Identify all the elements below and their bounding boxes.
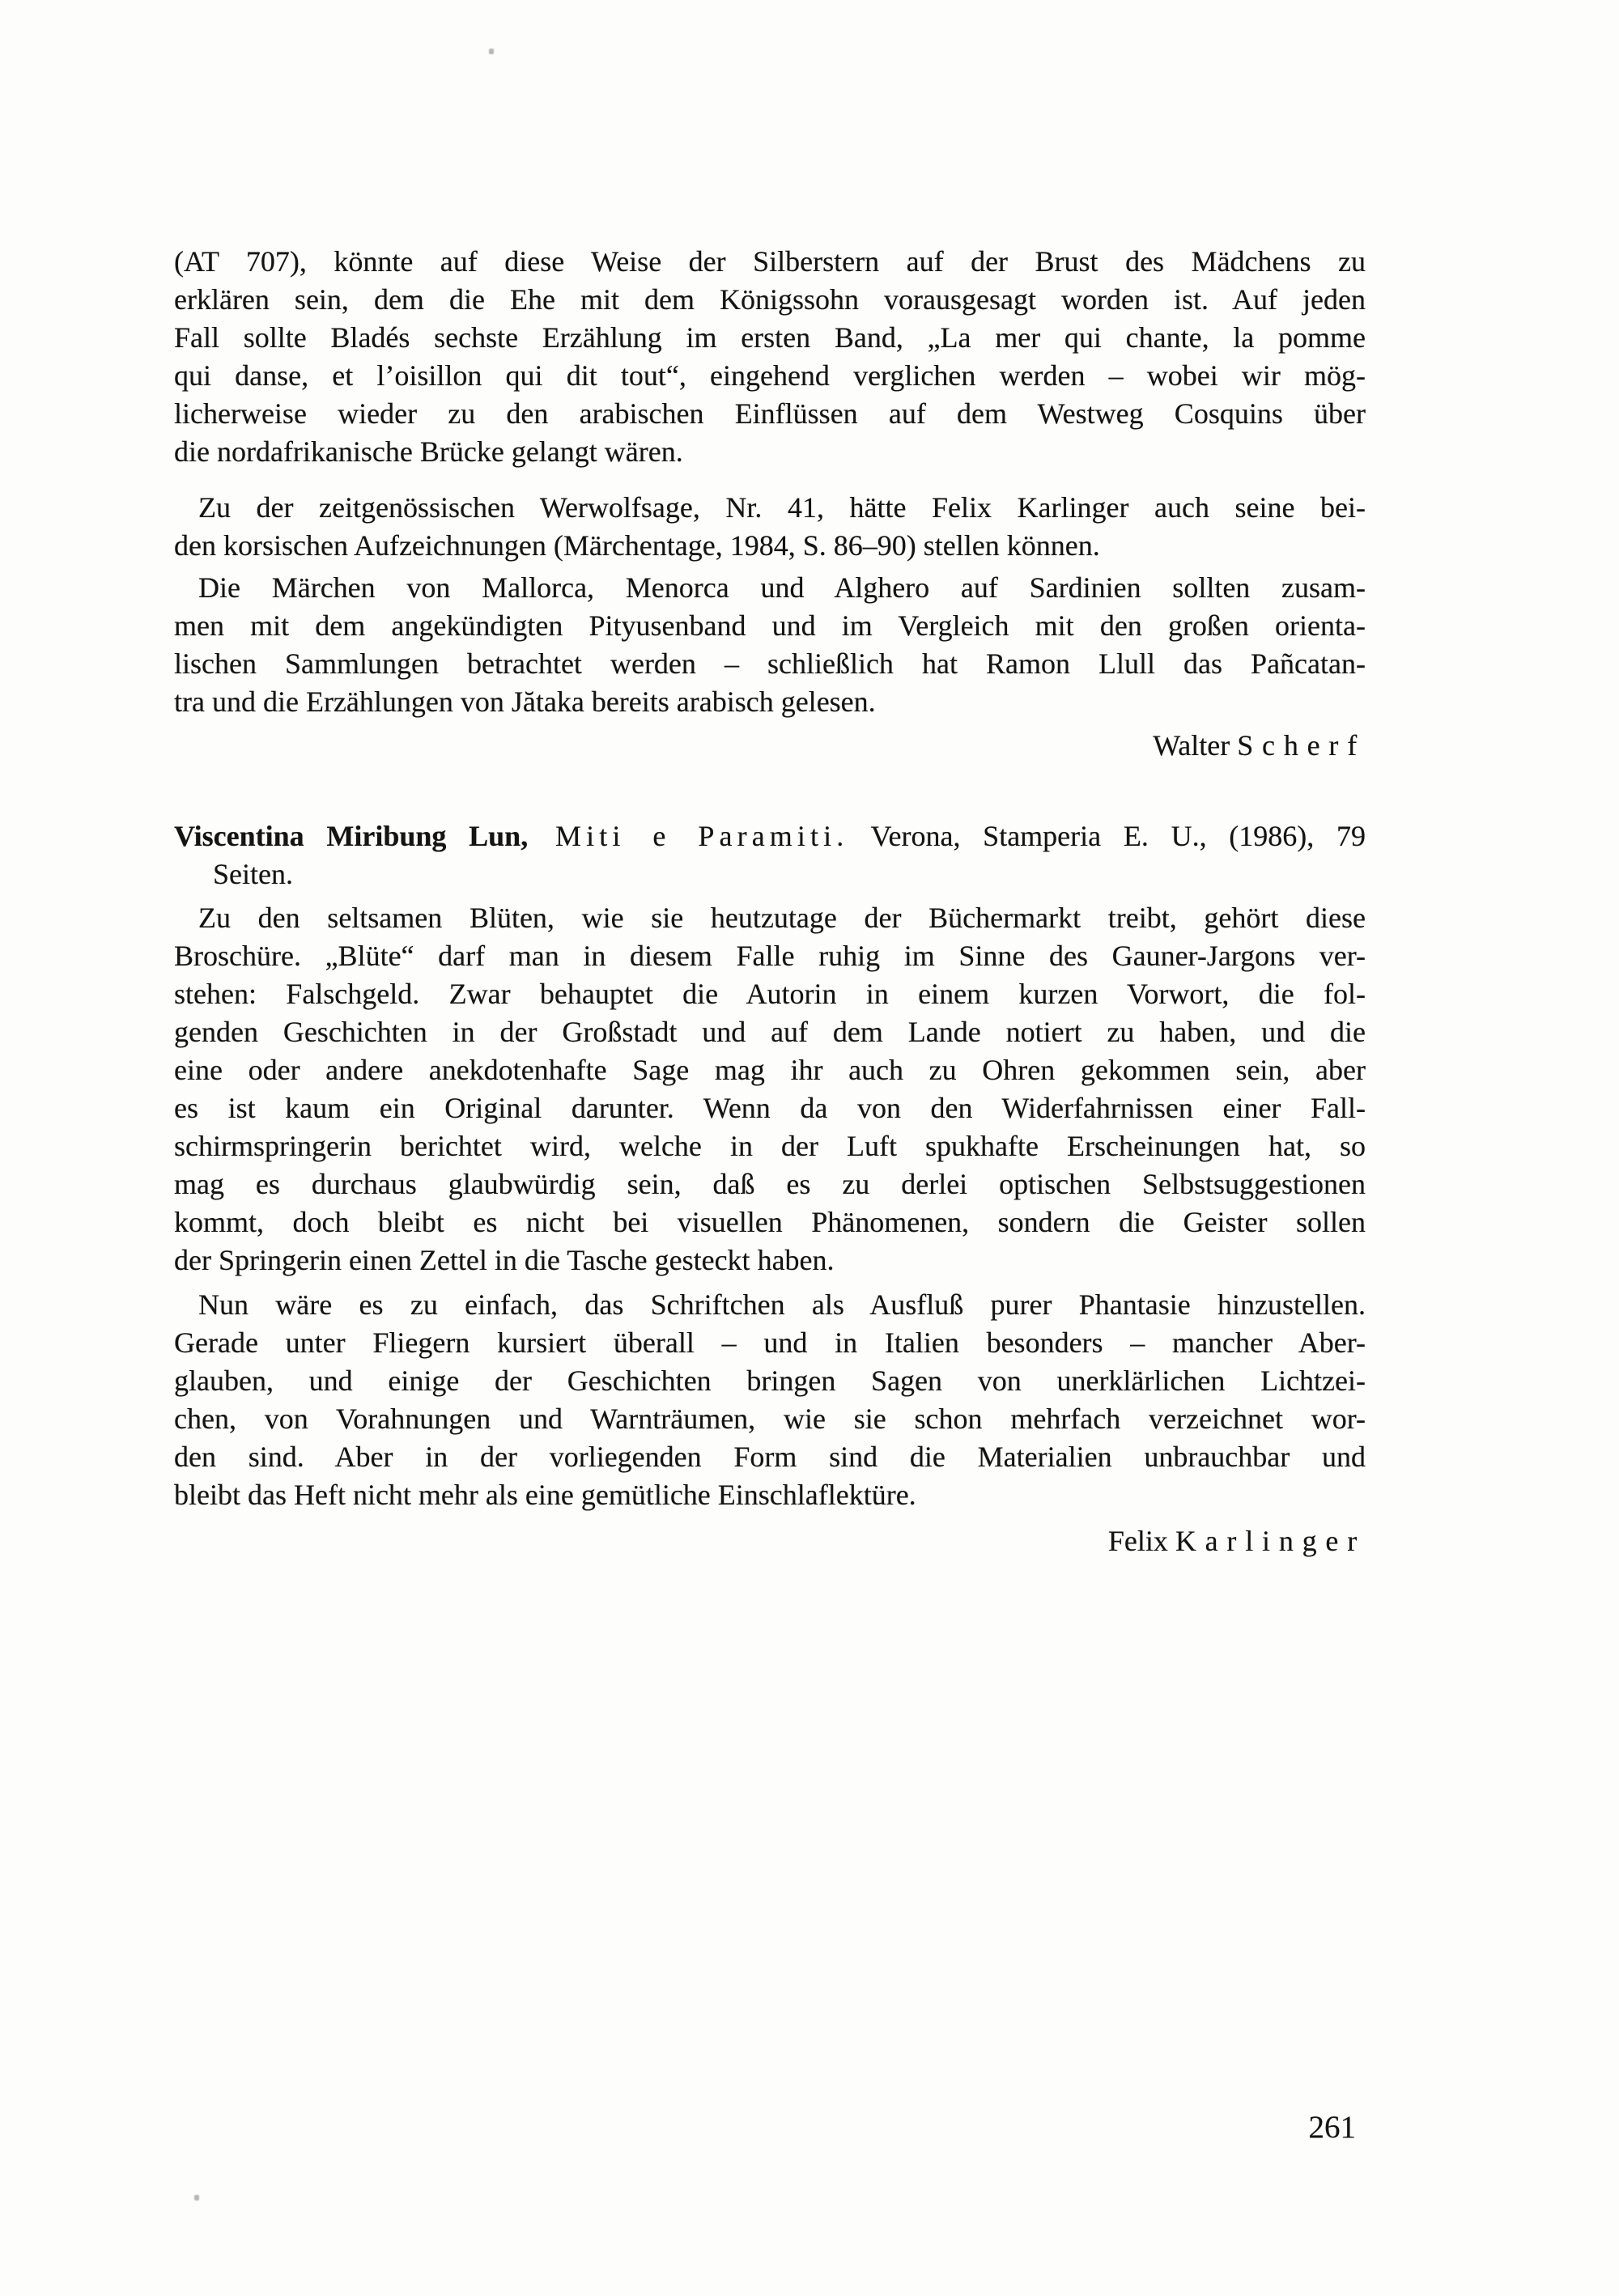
text-line: glauben, und einige der Geschichten bringen Sagen von unerklärlichen Lichtzei- — [174, 1364, 1366, 1397]
text-line: stehen: Falschgeld. Zwar behauptet die Autorin in einem kurzen Vorwort, die fol- — [174, 978, 1366, 1010]
author-name — [174, 727, 1366, 765]
heading-segment-bold: Viscentina Miribung Lun, — [174, 820, 529, 852]
author-first-name: Felix — [1107, 1525, 1175, 1557]
text-line: Fall sollte Bladés sechste Erzählung im ersten Band, „La mer qui chante, la pomme — [174, 321, 1366, 354]
paragraph — [174, 569, 1366, 721]
text-line: bleibt das Heft nicht mehr als eine gemütliche Einschlaflektüre. — [174, 1479, 916, 1511]
text-line: den sind. Aber in der vorliegenden Form sind die Materialien unbrauchbar und — [174, 1441, 1366, 1473]
text-line: (AT 707), könnte auf diese Weise der Silberstern auf der Brust des Mädchens zu — [174, 245, 1366, 278]
paragraph — [174, 489, 1366, 565]
text-line: tra und die Erzählungen von Jătaka bereits arabisch gelesen. — [174, 685, 876, 718]
heading-segment-normal: Verona, Stamperia E. U., (1986), 79 — [848, 820, 1366, 852]
text-line: qui danse, et l’oisillon qui dit tout“, eingehend verglichen werden – wobei wir mög- — [174, 359, 1366, 392]
text-line: Zu den seltsamen Blüten, wie sie heutzutage der Büchermarkt treibt, gehört diese — [198, 902, 1366, 934]
text-line: Broschüre. „Blüte“ darf man in diesem Falle ruhig im Sinne des Gauner-Jargons ver- — [174, 940, 1366, 972]
text-line: licherweise wieder zu den arabischen Einflüssen auf dem Westweg Cosquins über — [174, 397, 1366, 430]
text-line: eine oder andere anekdotenhafte Sage mag ihr auch zu Ohren gekommen sein, aber — [174, 1054, 1366, 1086]
author-signature — [174, 1522, 1366, 1560]
paragraph — [174, 243, 1366, 471]
scan-speck — [489, 49, 494, 54]
text-line: lischen Sammlungen betrachtet werden – schließlich hat Ramon Llull das Pañcatan- — [174, 647, 1366, 680]
heading-line — [174, 817, 1366, 855]
text-line: chen, von Vorahnungen und Warnträumen, wie sie schon mehrfach verzeichnet wor- — [174, 1403, 1366, 1435]
author-signature — [174, 727, 1366, 765]
paragraph — [174, 1286, 1366, 1514]
author-name — [174, 1522, 1366, 1560]
text-line: der Springerin einen Zettel in die Tasche gesteckt haben. — [174, 1244, 835, 1276]
text-line: mag es durchaus glaubwürdig sein, daß es zu derlei optischen Selbstsuggestionen — [174, 1168, 1366, 1200]
text-line: kommt, doch bleibt es nicht bei visuellen Phänomenen, sondern die Geister sollen — [174, 1206, 1366, 1238]
text-block — [174, 243, 1366, 1560]
text-line: men mit dem angekündigten Pityusenband und im Vergleich mit den großen orienta- — [174, 609, 1366, 642]
text-line: Gerade unter Fliegern kursiert überall – und in Italien besonders – mancher Aber- — [174, 1326, 1366, 1359]
page-number: 261 — [1308, 2110, 1356, 2145]
text-line: den korsischen Aufzeichnungen (Märchentage, 1984, S. 86–90) stellen können. — [174, 529, 1100, 562]
review-heading — [174, 817, 1366, 893]
author-first-name: Walter — [1153, 729, 1238, 762]
text-line: genden Geschichten in der Großstadt und auf dem Lande notiert zu haben, und die — [174, 1016, 1366, 1048]
text-line: schirmspringerin berichtet wird, welche in der Luft spukhafte Erscheinungen hat, so — [174, 1130, 1366, 1162]
text-line: Die Märchen von Mallorca, Menorca und Alghero auf Sardinien sollten zusam- — [198, 571, 1366, 604]
author-last-name: Scherf — [1237, 729, 1366, 762]
paragraph — [174, 899, 1366, 1280]
text-line: Nun wäre es zu einfach, das Schriftchen als Ausfluß purer Phantasie hinzustellen. — [198, 1288, 1366, 1321]
text-line: die nordafrikanische Brücke gelangt wären. — [174, 435, 683, 468]
heading-line: Seiten. — [213, 858, 293, 890]
text-line: es ist kaum ein Original darunter. Wenn da von den Widerfahrnissen einer Fall- — [174, 1092, 1366, 1124]
heading-segment-spaced: Miti e Paramiti. — [528, 820, 849, 852]
author-last-name: Karlinger — [1175, 1525, 1366, 1557]
scan-speck — [194, 2195, 199, 2201]
text-line: Zu der zeitgenössischen Werwolfsage, Nr. 41, hätte Felix Karlinger auch seine bei- — [198, 491, 1366, 524]
text-line: erklären sein, dem die Ehe mit dem Königssohn vorausgesagt worden ist. Auf jeden — [174, 283, 1366, 316]
